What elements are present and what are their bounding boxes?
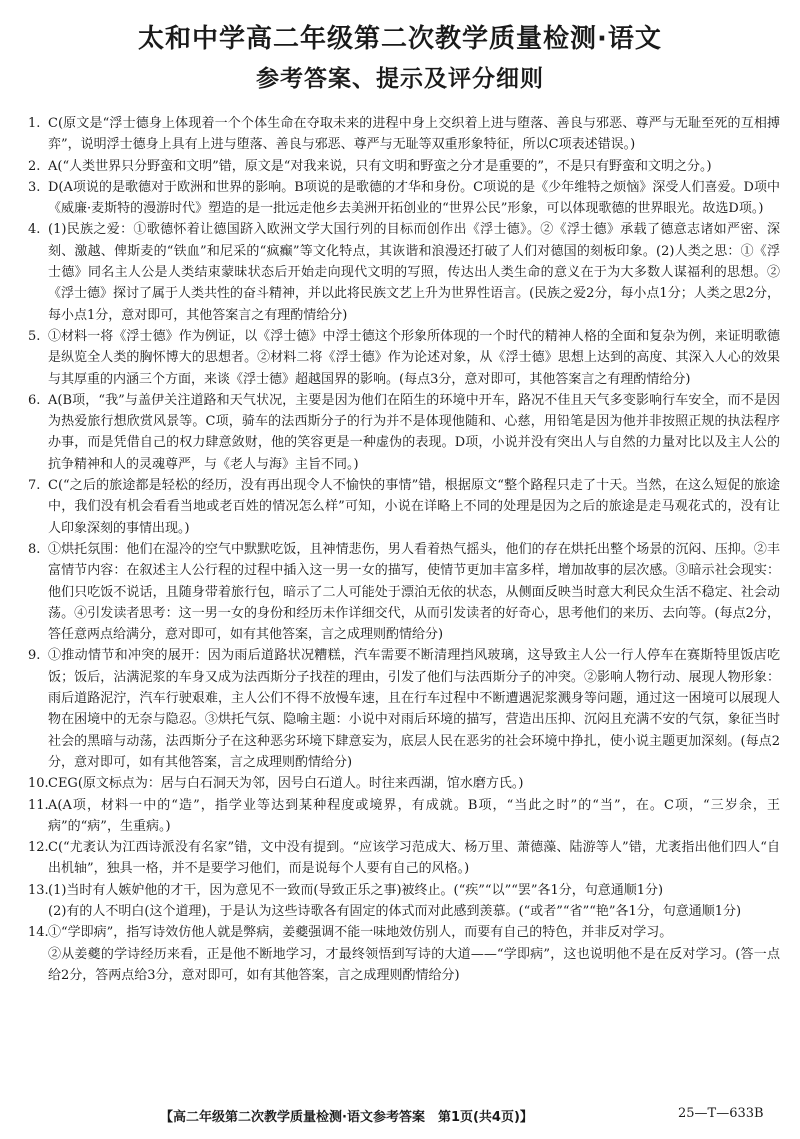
item-text: A(B项，“我”与盖伊关注道路和天气状况，主要是因为他们在陌生的环境中开车，路况不佳且天气多变影响行车安全，而不是因为热爱旅行想欣赏风景等。C项，骑车的法西斯分子的行为并不是体现他随和、心慈，用铅笔是因为他并非按照正规的执法程序办事，而是凭借自己的权力肆意敛财，他的笑容更是一种虚伪的表现。D项，小说并没有突出人与自然的力量对比以及主人公的抗争精神和人的灵魂尊严，与《老人与海》主旨不同。): [48, 392, 780, 472]
answer-item-14: [28, 922, 780, 986]
item-number: 13.: [28, 882, 49, 898]
answer-item-5: [28, 326, 780, 390]
item-number: 1.: [28, 116, 41, 131]
footer-text: 【高二年级第二次教学质量检测·语文参考答案 第1页(共4页)】: [160, 1110, 533, 1125]
answer-item-12: [28, 837, 780, 880]
item-text: ①材料一将《浮士德》作为例证，以《浮士德》中浮士德这个形象所体现的一个时代的精神人格的全面和复杂为例，来证明歌德是纵览全人类的胸怀博大的思想者。②材料二将《浮士德》作为论述对象，从《浮士德》思想上达到的高度、其深入人心的效果与其厚重的内涵三个方面，来谈《浮士德》超越国界的影响。(每点3分，意对即可，其他答案言之有理酌情给分): [48, 328, 780, 387]
answer-item-10: [28, 773, 780, 794]
item-subanswer: (1)当时有人嫉妒他的才干，因为意见不一致而(导致正乐之事)被终止。(“疾”“以”“罢”各1分，句意通顺1分): [48, 882, 664, 898]
item-number: 2.: [28, 158, 41, 174]
item-subanswer: (2)有的人不明白(这个道理)，于是认为这些诗歌各有固定的体式而对此感到羡慕。(“或者”“省”“艳”各1分，句意通顺1分): [48, 903, 742, 919]
item-number: 14.: [28, 925, 49, 941]
answer-item-13: [28, 880, 780, 923]
answer-item-3: [28, 177, 780, 220]
item-number: 10.: [28, 776, 49, 792]
item-subanswer: ②从姜夔的学诗经历来看，正是他不断地学习，才最终领悟到写诗的大道——“学即病”，这也说明他不是在反对学习。(答一点给2分，答两点给3分，意对即可，如有其他答案，言之成理则酌情给分): [48, 946, 780, 983]
item-number: 3.: [28, 179, 41, 195]
item-number: 9.: [28, 648, 41, 664]
item-number: 4.: [28, 222, 41, 238]
item-number: 7.: [28, 478, 41, 494]
item-text: C(原文是“浮士德身上体现着一个个体生命在夺取未来的进程中身上交织着上进与堕落、善良与邪恶、尊严与无耻至死的互相搏弈”，说明浮士德身上具有上进与堕落、善良与邪恶、尊严与无耻等双重形象特征，所以C项表述错误。): [48, 116, 780, 153]
page-subtitle: 参考答案、提示及评分细则: [256, 66, 544, 92]
answer-item-4: [28, 219, 780, 325]
answer-item-2: [28, 156, 780, 177]
answer-item-6: [28, 390, 780, 475]
item-text: A(A项，材料一中的“造”，指学业等达到某种程度或境界，有成就。B项，“当此之时”的“当”，在。C项，“三岁余，王病”的“病”，生重病。): [48, 797, 780, 834]
item-number: 5.: [28, 328, 41, 344]
answer-item-11: [28, 795, 780, 838]
item-text: (1)民族之爱：①歌德怀着让德国跻入欧洲文学大国行列的目标而创作出《浮士德》。②《浮士德》承载了德意志诸如严密、深刻、激越、俾斯麦的“铁血”和尼采的“疯癫”等文化特点，其诙谐和浪漫还打破了人们对德国的刻板印象。(2)人类之思：①《浮士德》同名主人公是人类结束蒙昧状态后开始走向现代文明的写照，传达出人类生命的意义在于为大多数人谋福利的思想。②《浮士德》探讨了属于人类共性的奋斗精神，并以此将民族文艺上升为世界性语言。(民族之爱2分，每小点1分；人类之思2分，每小点1分，意对即可，其他答案言之有理酌情给分): [48, 222, 780, 323]
item-number: 6.: [28, 392, 41, 408]
item-text: A(“人类世界只分野蛮和文明”错，原文是“对我来说，只有文明和野蛮之分才是重要的”，不是只有野蛮和文明之分。): [48, 158, 712, 174]
answer-list: [28, 113, 780, 986]
item-subanswer: ①“学即病”，指写诗效仿他人就是弊病，姜夔强调不能一味地效仿别人，而要有自己的特色，并非反对学习。: [48, 925, 673, 941]
page-title: 太和中学高二年级第二次教学质量检测·语文: [138, 24, 662, 54]
answer-item-1: [28, 113, 780, 156]
item-number: 8.: [28, 541, 41, 557]
item-text: CEG(原文标点为：居与白石洞天为邻，因号白石道人。时往来西湖，馆水磨方氏。): [48, 776, 524, 792]
item-text: C(“尤袤认为江西诗派没有名家”错，文中没有提到。“应该学习范成大、杨万里、萧德藻、陆游等人”错，尤袤指出他们四人“自出机轴”，独具一格，并不是要学习他们，而是说每个人要有自己的风格。): [48, 840, 780, 877]
footer-code: 25—T—633B: [678, 1106, 764, 1121]
answer-item-7: [28, 475, 780, 539]
item-text: ①推动情节和冲突的展开：因为雨后道路状况糟糕，汽车需要不断清理挡风玻璃，这导致主人公一行人停车在赛斯特里饭店吃饭；饭后，沾满泥浆的车身又成为法西斯分子找茬的理由，引发了他们与法西斯分子的冲突。②影响人物行动、展现人物形象：雨后道路泥泞，汽车行驶艰难，主人公们不得不放慢车速，且在行车过程中不断遭遇泥浆溅身等问题，通过这一困境可以展现人物在困境中的无奈与隐忍。③烘托气氛、隐喻主题：小说中对雨后环境的描写，营造出压抑、沉闷且充满不安的气氛，象征当时社会的黑暗与动荡，法西斯分子在这种恶劣环境下肆意妄为，底层人民在恶劣的社会环境中挣扎，使小说主题更加深刻。(每点2分，意对即可，如有其他答案，言之成理则酌情给分): [48, 648, 780, 770]
item-text: C(“之后的旅途都是轻松的经历，没有再出现令人不愉快的事情”错，根据原文“整个路程只走了十天。当然，在这么短促的旅途中，我们没有机会看看当地或老百姓的情况怎么样”可知，小说在详略上不同的处理是因为之后的旅途是走马观花式的，没有让人印象深刻的事情出现。): [48, 478, 780, 536]
answer-item-9: [28, 645, 780, 773]
answer-item-8: [28, 539, 780, 645]
item-text: ①烘托氛围：他们在湿冷的空气中默默吃饭，且神情悲伤，男人看着热气摇头，他们的存在烘托出整个场景的沉闷、压抑。②丰富情节内容：在叙述主人公行程的过程中插入这一男一女的描写，使情节更加丰富多样，增加故事的层次感。③暗示社会现实：他们只吃饭不说话，且随身带着旅行包，暗示了二人可能处于漂泊无依的状态，从侧面反映当时意大利民众生活不稳定、社会动荡。④引发读者思考：这一男一女的身份和经历未作详细交代，从而引发读者的好奇心，思考他们的来历、去向等。(每点2分，答任意两点给满分，意对即可，如有其他答案，言之成理则酌情给分): [48, 541, 780, 643]
item-text: D(A项说的是歌德对于欧洲和世界的影响。B项说的是歌德的才华和身份。C项说的是《少年维特之烦恼》深受人们喜爱。D项中《威廉·麦斯特的漫游时代》塑造的是一批远走他乡去美洲开拓创业的“世界公民”形象，可以体现歌德的世界眼光。故选D项。): [48, 179, 780, 217]
item-number: 11.: [28, 797, 49, 813]
item-number: 12.: [28, 840, 49, 856]
